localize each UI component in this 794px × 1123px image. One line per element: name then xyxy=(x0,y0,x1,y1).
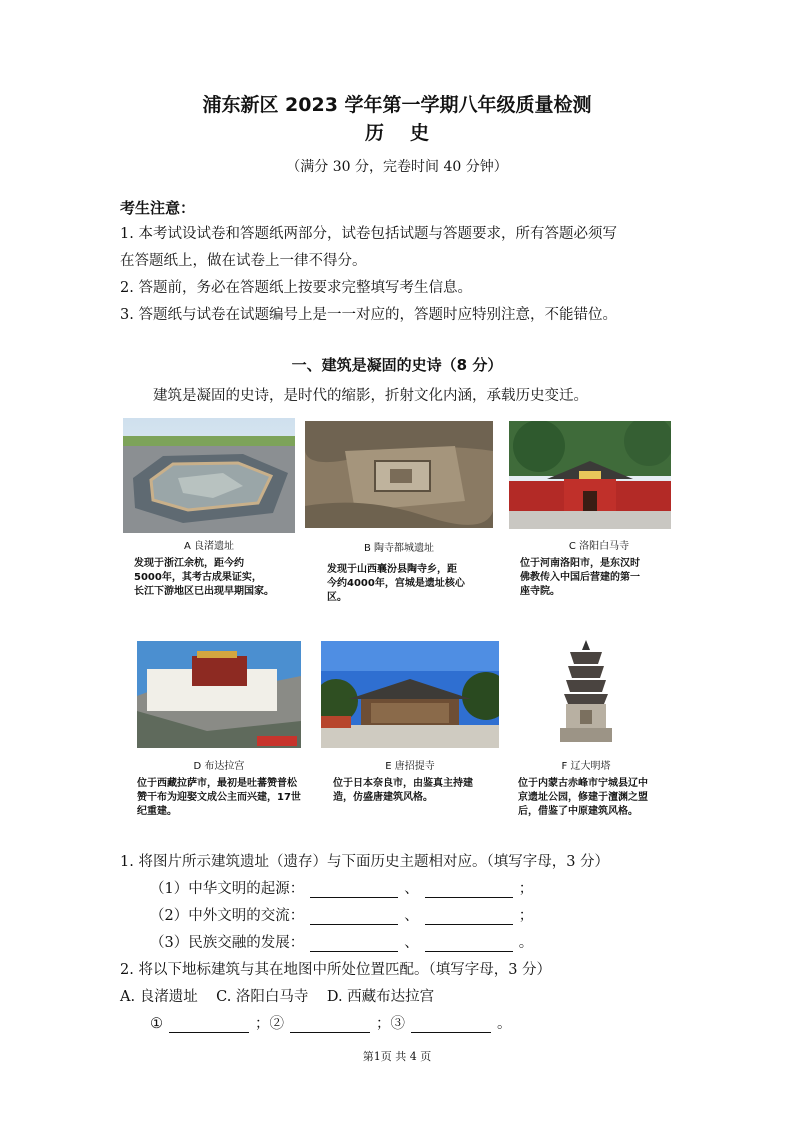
q2-options: A. 良渚遗址 C. 洛阳白马寺 D. 西藏布达拉宫 xyxy=(120,989,435,1005)
toshodaiji-photo xyxy=(321,641,499,748)
desc-b: 发现于山西襄汾县陶寺乡，距 今约4000年，宫城是遗址核心 区。 xyxy=(327,564,465,603)
q1-item-3: （3）民族交融的发展： 、 。 xyxy=(150,935,534,951)
caption-f: F 辽大明塔 xyxy=(561,761,611,772)
caption-a: A 良渚遗址 xyxy=(183,541,235,552)
answer-blank[interactable] xyxy=(310,937,398,952)
exam-info: （满分 30 分，完卷时间 40 分钟） xyxy=(286,159,508,175)
answer-blank[interactable] xyxy=(411,1018,491,1033)
caption-b: B 陶寺都城遗址 xyxy=(363,543,435,554)
desc-f: 位于内蒙古赤峰市宁城县辽中 京遗址公园，修建于澶渊之盟 后，借鉴了中原建筑风格。 xyxy=(518,778,648,817)
notice-line: 3. 答题纸与试卷在试题编号上是一一对应的，答题时应特别注意，不能错位。 xyxy=(120,307,617,323)
section-title: 一、建筑是凝固的史诗（8 分） xyxy=(291,356,503,374)
answer-blank[interactable] xyxy=(425,937,513,952)
notice-line: 1. 本考试设试卷和答题纸两部分，试卷包括试题与答题要求，所有答题必须写 xyxy=(120,226,617,242)
answer-blank[interactable] xyxy=(425,910,513,925)
desc-a: 发现于浙江余杭，距今约 5000年，其考古成果证实， 长江下游地区已出现早期国家。 xyxy=(134,558,274,597)
page-footer: 第1页 共 4 页 xyxy=(362,1050,432,1063)
notice-title: 考生注意： xyxy=(120,199,196,217)
potala-palace-photo xyxy=(137,641,301,748)
notice-line: 在答题纸上，做在试卷上一律不得分。 xyxy=(120,253,367,269)
desc-e: 位于日本奈良市，由鉴真主持建 造，仿盛唐建筑风格。 xyxy=(333,778,473,803)
exam-title: 浦东新区 2023 学年第一学期八年级质量检测 xyxy=(202,94,592,116)
q1-item-2: （2）中外文明的交流： 、 ； xyxy=(150,908,534,924)
q1-item-1: （1）中华文明的起源： 、 ； xyxy=(150,881,534,897)
answer-blank[interactable] xyxy=(290,1018,370,1033)
answer-blank[interactable] xyxy=(425,883,513,898)
caption-c: C 洛阳白马寺 xyxy=(568,541,630,552)
question-2: 2. 将以下地标建筑与其在地图中所处位置匹配。（填写字母，3 分） xyxy=(120,962,552,978)
answer-blank[interactable] xyxy=(310,883,398,898)
liangzhu-photo xyxy=(123,418,295,533)
desc-d: 位于西藏拉萨市，最初是吐蕃赞普松 赞干布为迎娶文成公主而兴建，17世 纪重建。 xyxy=(137,778,301,817)
section-intro: 建筑是凝固的史诗，是时代的缩影，折射文化内涵，承载历史变迁。 xyxy=(153,388,588,404)
caption-e: E 唐招提寺 xyxy=(385,761,435,772)
answer-blank[interactable] xyxy=(169,1018,249,1033)
caption-d: D 布达拉宫 xyxy=(193,761,245,772)
baima-temple-photo xyxy=(509,421,671,529)
notice-line: 2. 答题前，务必在答题纸上按要求完整填写考生信息。 xyxy=(120,280,472,296)
subject-title: 历史 xyxy=(364,122,455,144)
question-1: 1. 将图片所示建筑遗址（遗存）与下面历史主题相对应。（填写字母，3 分） xyxy=(120,854,610,870)
liao-pagoda-photo xyxy=(556,638,616,745)
q2-answers: ① ；② ；③ 。 xyxy=(150,1016,512,1032)
taosi-photo xyxy=(305,421,493,528)
answer-blank[interactable] xyxy=(310,910,398,925)
desc-c: 位于河南洛阳市，是东汉时 佛教传入中国后营建的第一 座寺院。 xyxy=(520,558,640,597)
